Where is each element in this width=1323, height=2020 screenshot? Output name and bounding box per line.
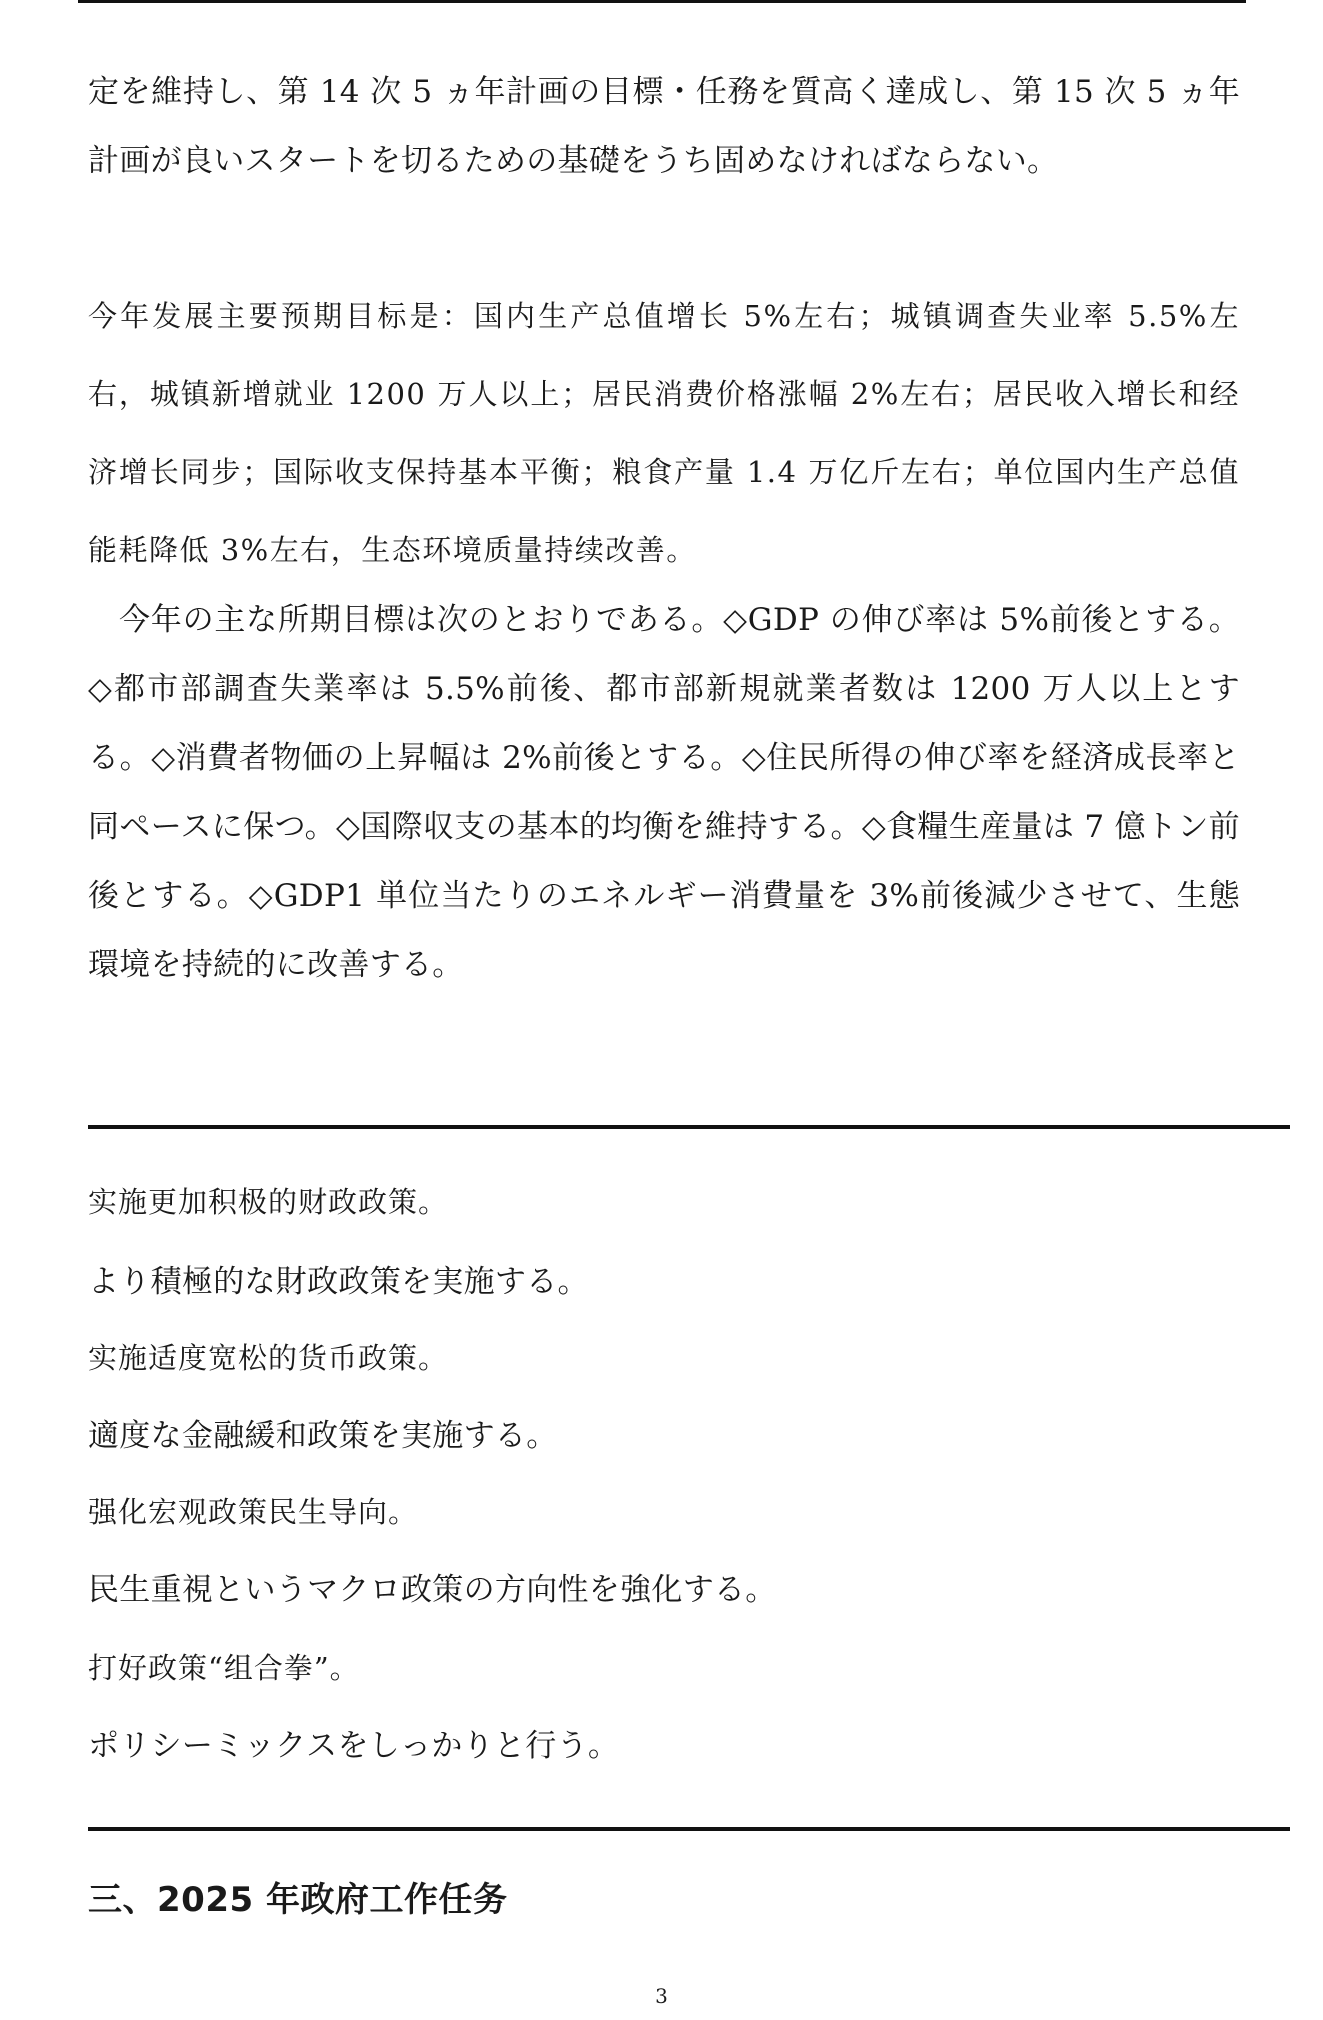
top-rule: [78, 0, 1246, 3]
policy-livelihood-jp: 民生重視というマクロ政策の方向性を強化する。: [88, 1572, 777, 1608]
policy-mix-cn: 打好政策“组合拳”。: [88, 1651, 360, 1685]
section-divider-top: [88, 1125, 1290, 1129]
policy-monetary-jp: 適度な金融緩和政策を実施する。: [88, 1418, 558, 1454]
policy-fiscal-jp: より積極的な財政政策を実施する。: [88, 1264, 589, 1300]
targets-paragraph-jp: 今年の主な所期目標は次のとおりである。◇GDP の伸び率は 5%前後とする。◇都市部調査失業率は 5.5%前後、都市部新規就業者数は 1200 万人以上とする。◇消費者物価の上昇幅は 2%前後とする。◇住民所得の伸び率を経済成長率と同ペースに保つ。◇国際収支の基本的均衡を維持する。◇食糧生産量は 7 億トン前後とする。◇GDP1 単位当たりのエネルギー消費量を 3%前後減少させて、生態環境を持続的に改善する。: [88, 602, 1240, 983]
policy-fiscal-cn: 实施更加积极的财政政策。: [88, 1185, 449, 1219]
policy-mix-jp: ポリシーミックスをしっかりと行う。: [88, 1728, 620, 1764]
intro-paragraph-jp: 定を維持し、第 14 次 5 ヵ年計画の目標・任務を質高く達成し、第 15 次 5 ヵ年計画が良いスタートを切るための基礎をうち固めなければならない。: [88, 74, 1240, 179]
policy-monetary-cn: 实施适度宽松的货币政策。: [88, 1341, 449, 1375]
targets-paragraph-cn: 今年发展主要预期目标是：国内生产总值增长 5%左右；城镇调查失业率 5.5%左右，城镇新增就业 1200 万人以上；居民消费价格涨幅 2%左右；居民收入增长和经济增长同步；国际收支保持基本平衡；粮食产量 1.4 万亿斤左右；单位国内生产总值能耗降低 3%左右，生态环境质量持续改善。: [88, 299, 1240, 567]
section-divider-bottom: [88, 1827, 1290, 1831]
section-heading: 三、2025 年政府工作任务: [88, 1880, 508, 1920]
page-number: 3: [655, 1984, 668, 2008]
policy-livelihood-cn: 强化宏观政策民生导向。: [88, 1495, 419, 1529]
